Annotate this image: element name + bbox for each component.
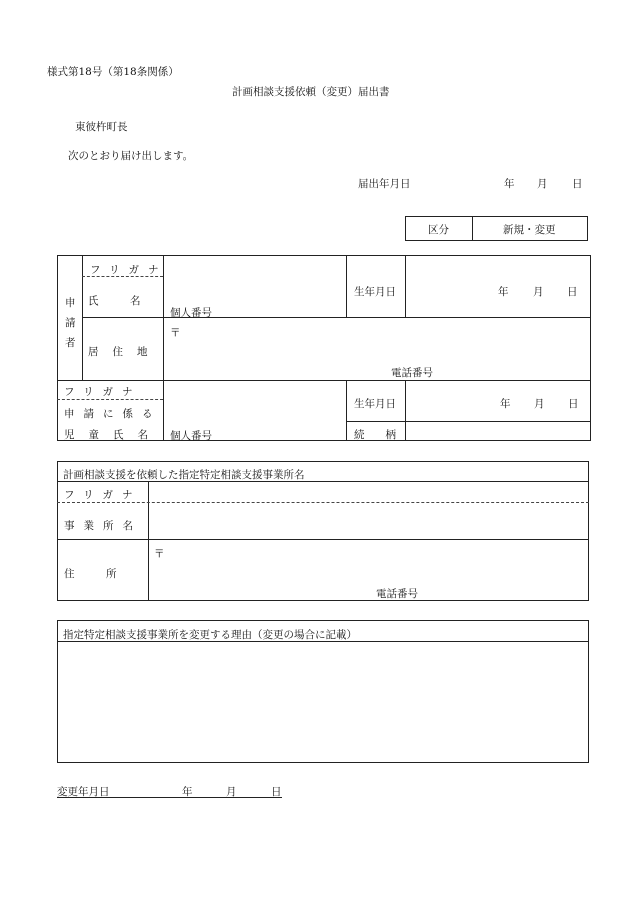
applicant-birth-day: 日 bbox=[567, 286, 578, 298]
filing-month: 月 bbox=[537, 178, 548, 190]
applicant-section-label: 申 請 者 bbox=[65, 297, 76, 349]
intro-text: 次のとおり届け出します。 bbox=[68, 150, 194, 162]
applicant-birth-label: 生年月日 bbox=[354, 286, 396, 298]
filing-day: 日 bbox=[572, 178, 583, 190]
change-date-label: 変更年月日 bbox=[57, 786, 110, 798]
reason-input-area[interactable] bbox=[58, 642, 588, 762]
filing-year: 年 bbox=[504, 178, 515, 190]
child-birth-month: 月 bbox=[534, 398, 545, 410]
office-phone-label: 電話番号 bbox=[376, 588, 418, 600]
child-relation-label: 続 柄 bbox=[354, 429, 396, 441]
office-postal-mark: 〒 bbox=[154, 548, 165, 560]
change-day: 日 bbox=[271, 786, 282, 798]
category-value[interactable]: 新規・変更 bbox=[503, 224, 556, 236]
filing-date-label: 届出年月日 bbox=[358, 178, 411, 190]
category-label: 区分 bbox=[428, 224, 449, 236]
applicant-phone-label: 電話番号 bbox=[391, 367, 433, 379]
form-number: 様式第18号（第18条関係） bbox=[47, 66, 179, 78]
applicant-birth-year: 年 bbox=[498, 286, 509, 298]
applicant-birth-month: 月 bbox=[533, 286, 544, 298]
office-furigana-label: フリガナ bbox=[64, 489, 142, 501]
child-mynumber-label: 個人番号 bbox=[170, 430, 212, 442]
applicant-name-label: 氏 名 bbox=[88, 295, 141, 307]
change-year: 年 bbox=[182, 786, 193, 798]
child-furigana-label: フリガナ bbox=[64, 386, 142, 398]
child-line1-label: 申請に係る bbox=[64, 408, 162, 420]
addressee: 東彼杵町長 bbox=[75, 121, 128, 133]
change-month: 月 bbox=[226, 786, 237, 798]
applicant-postal-mark: 〒 bbox=[170, 327, 181, 339]
child-name-label: 児童氏名 bbox=[64, 429, 162, 441]
child-birth-day: 日 bbox=[568, 398, 579, 410]
reason-heading: 指定特定相談支援事業所を変更する理由（変更の場合に記載） bbox=[63, 629, 357, 641]
office-address-label: 住 所 bbox=[64, 568, 117, 580]
applicant-address-label: 居住地 bbox=[88, 346, 162, 358]
applicant-mynumber-label: 個人番号 bbox=[170, 307, 212, 319]
office-heading: 計画相談支援を依頼した指定特定相談支援事業所名 bbox=[63, 469, 305, 481]
child-birth-label: 生年月日 bbox=[354, 398, 396, 410]
child-birth-year: 年 bbox=[500, 398, 511, 410]
applicant-furigana-label: フリガナ bbox=[90, 264, 168, 276]
office-name-label: 事業所名 bbox=[64, 520, 142, 532]
form-title: 計画相談支援依頼（変更）届出書 bbox=[232, 86, 390, 98]
